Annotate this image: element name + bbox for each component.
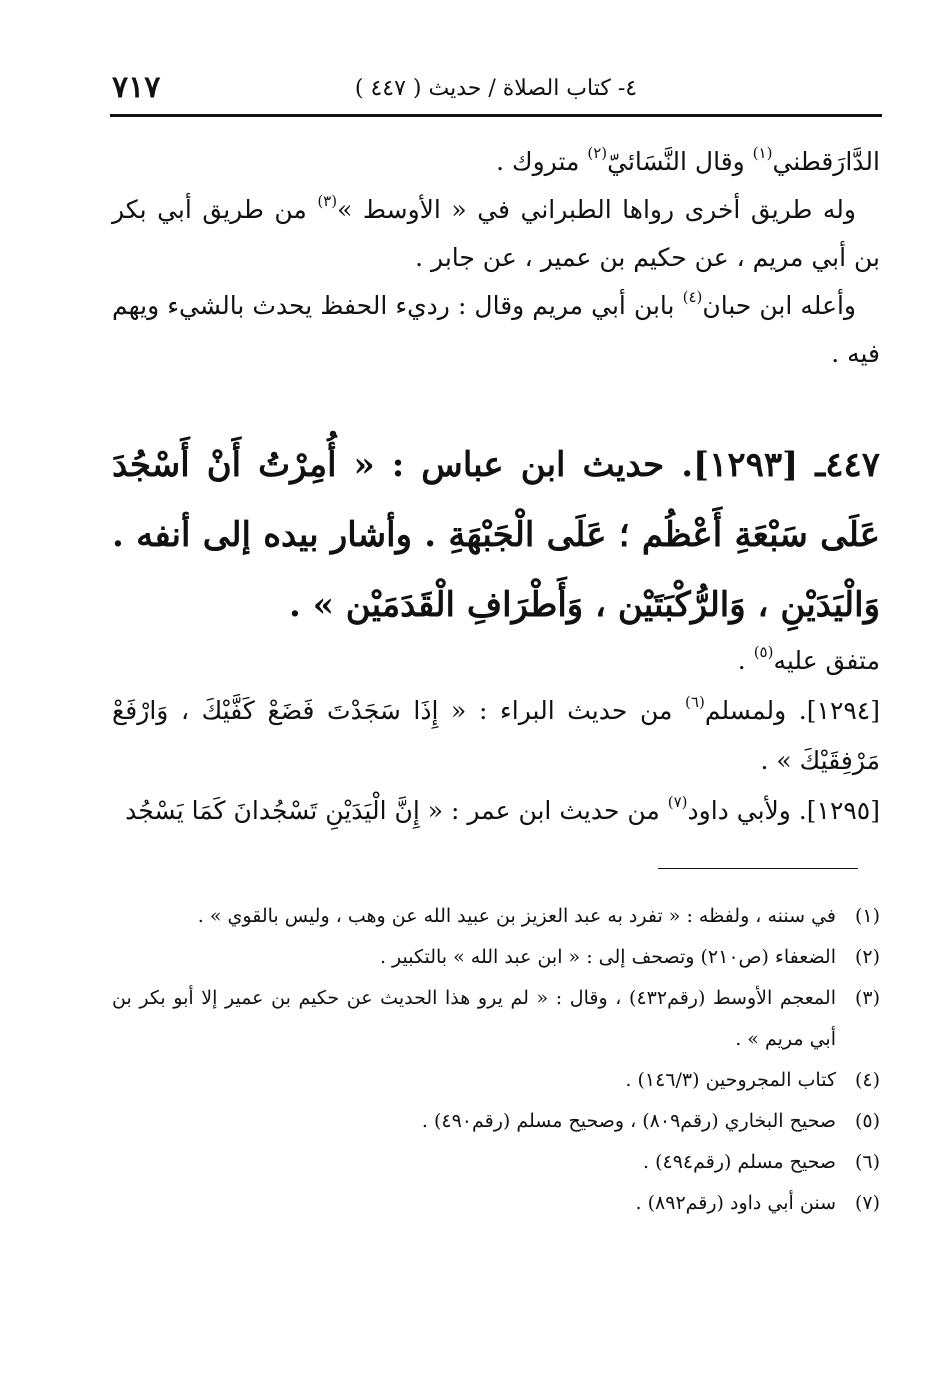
- footnote-text: في سننه ، ولفظه : « تفرد به عبد العزيز بن عبيد الله عن وهب ، وليس بالقوي » .: [197, 905, 836, 927]
- text-fragment: .: [737, 646, 754, 675]
- footnote: [112, 1060, 880, 1101]
- text-fragment: وقال النَّسَائيّ: [607, 147, 753, 176]
- footnote-number: (٤): [854, 1069, 880, 1091]
- text-fragment: الدَّارَقطني: [772, 147, 880, 176]
- footnote-number: (٣): [854, 987, 880, 1009]
- footnote-ref: (١): [752, 144, 773, 162]
- footnote-text: صحيح مسلم (رقم٤٩٤) .: [643, 1151, 836, 1173]
- footnote-number: (١): [854, 905, 880, 927]
- footnote-ref: (٦): [685, 693, 705, 711]
- text-fragment: وأعله ابن حبان: [702, 291, 857, 320]
- footnote-text: سنن أبي داود (رقم٨٩٢) .: [635, 1192, 836, 1214]
- commentary-line-1: [112, 138, 880, 186]
- footnote-text: المعجم الأوسط (رقم٤٣٢) ، وقال : « لم يرو هذا الحديث عن حكيم بن عمير إلا أبو بكر بن أبي مريم » .: [112, 987, 836, 1050]
- commentary-text: [112, 138, 880, 378]
- header-divider: [110, 114, 882, 117]
- hadith-1294: [112, 686, 880, 786]
- footnote-number: (٦): [854, 1151, 880, 1173]
- page-header: [112, 70, 880, 114]
- text-fragment: متفق عليه: [773, 646, 880, 675]
- hadith-sources: [112, 636, 880, 836]
- footnote-ref: (٣): [317, 192, 338, 210]
- footnote: [112, 1101, 880, 1142]
- text-fragment: من حديث البراء : « إِذَا سَجَدْتَ فَضَعْ كَفَّيْكَ ، وَارْفَعْ مَرْفِقَيْكَ » .: [112, 696, 880, 775]
- footnote-ref: (٤): [682, 288, 703, 306]
- footnote: [112, 1142, 880, 1183]
- text-fragment: وله طريق أخرى رواها الطبراني في « الأوسط »: [337, 195, 856, 224]
- hadith-text: ٤٤٧ـ [١٢٩٣]. حديث ابن عباس : « أُمِرْتُ أَنْ أَسْجُدَ عَلَى سَبْعَةِ أَعْظُم ؛ عَلَى الْجَبْهَةِ . وأشار بيده إلى أنفه . وَالْيَدَيْنِ ، وَالرُّكْبَتَيْن ، وَأَطْرَافِ الْقَدَمَيْن » .: [112, 445, 881, 625]
- footnote: [112, 937, 880, 978]
- commentary-paragraph-3: [112, 282, 880, 378]
- running-title: ٤- كتاب الصلاة / حديث ( ٤٤٧ ): [354, 76, 638, 101]
- footnote-ref: (٢): [587, 144, 608, 162]
- text-fragment: [١٢٩٤]. ولمسلم: [704, 696, 880, 725]
- text-fragment: [١٢٩٥]. ولأبي داود: [687, 796, 880, 825]
- text-fragment: من حديث ابن عمر : « إِنَّ الْيَدَيْنِ تَسْجُدانَ كَمَا يَسْجُد: [125, 796, 668, 825]
- text-fragment: بابن أبي مريم وقال : رديء الحفظ يحدث بالشيء ويهم فيه .: [112, 291, 880, 368]
- commentary-paragraph-2: [112, 186, 880, 282]
- footnote-divider: [658, 868, 858, 869]
- footnote-text: صحيح البخاري (رقم٨٠٩) ، وصحيح مسلم (رقم٤٩٠) .: [421, 1110, 836, 1132]
- agreed-line: [112, 636, 880, 686]
- hadith-heading: [112, 430, 880, 640]
- footnote: [112, 978, 880, 1060]
- text-fragment: متروك .: [496, 147, 588, 176]
- hadith-1295: [112, 786, 880, 836]
- footnotes: [112, 896, 880, 1224]
- footnote: [112, 1183, 880, 1224]
- footnote-ref: (٧): [667, 793, 688, 811]
- footnote: [112, 896, 880, 937]
- page-number: ٧١٧: [112, 70, 161, 105]
- footnote-text: الضعفاء (ص٢١٠) وتصحف إلى : « ابن عبد الله » بالتكبير .: [379, 946, 836, 968]
- footnote-text: كتاب المجروحين (١٤٦/٣) .: [625, 1069, 836, 1091]
- footnote-number: (٧): [854, 1192, 880, 1214]
- footnote-number: (٢): [854, 946, 880, 968]
- footnote-ref: (٥): [753, 643, 774, 661]
- footnote-number: (٥): [854, 1110, 880, 1132]
- text-fragment: من طريق أبي بكر بن أبي مريم ، عن حكيم بن عمير ، عن جابر .: [112, 195, 880, 272]
